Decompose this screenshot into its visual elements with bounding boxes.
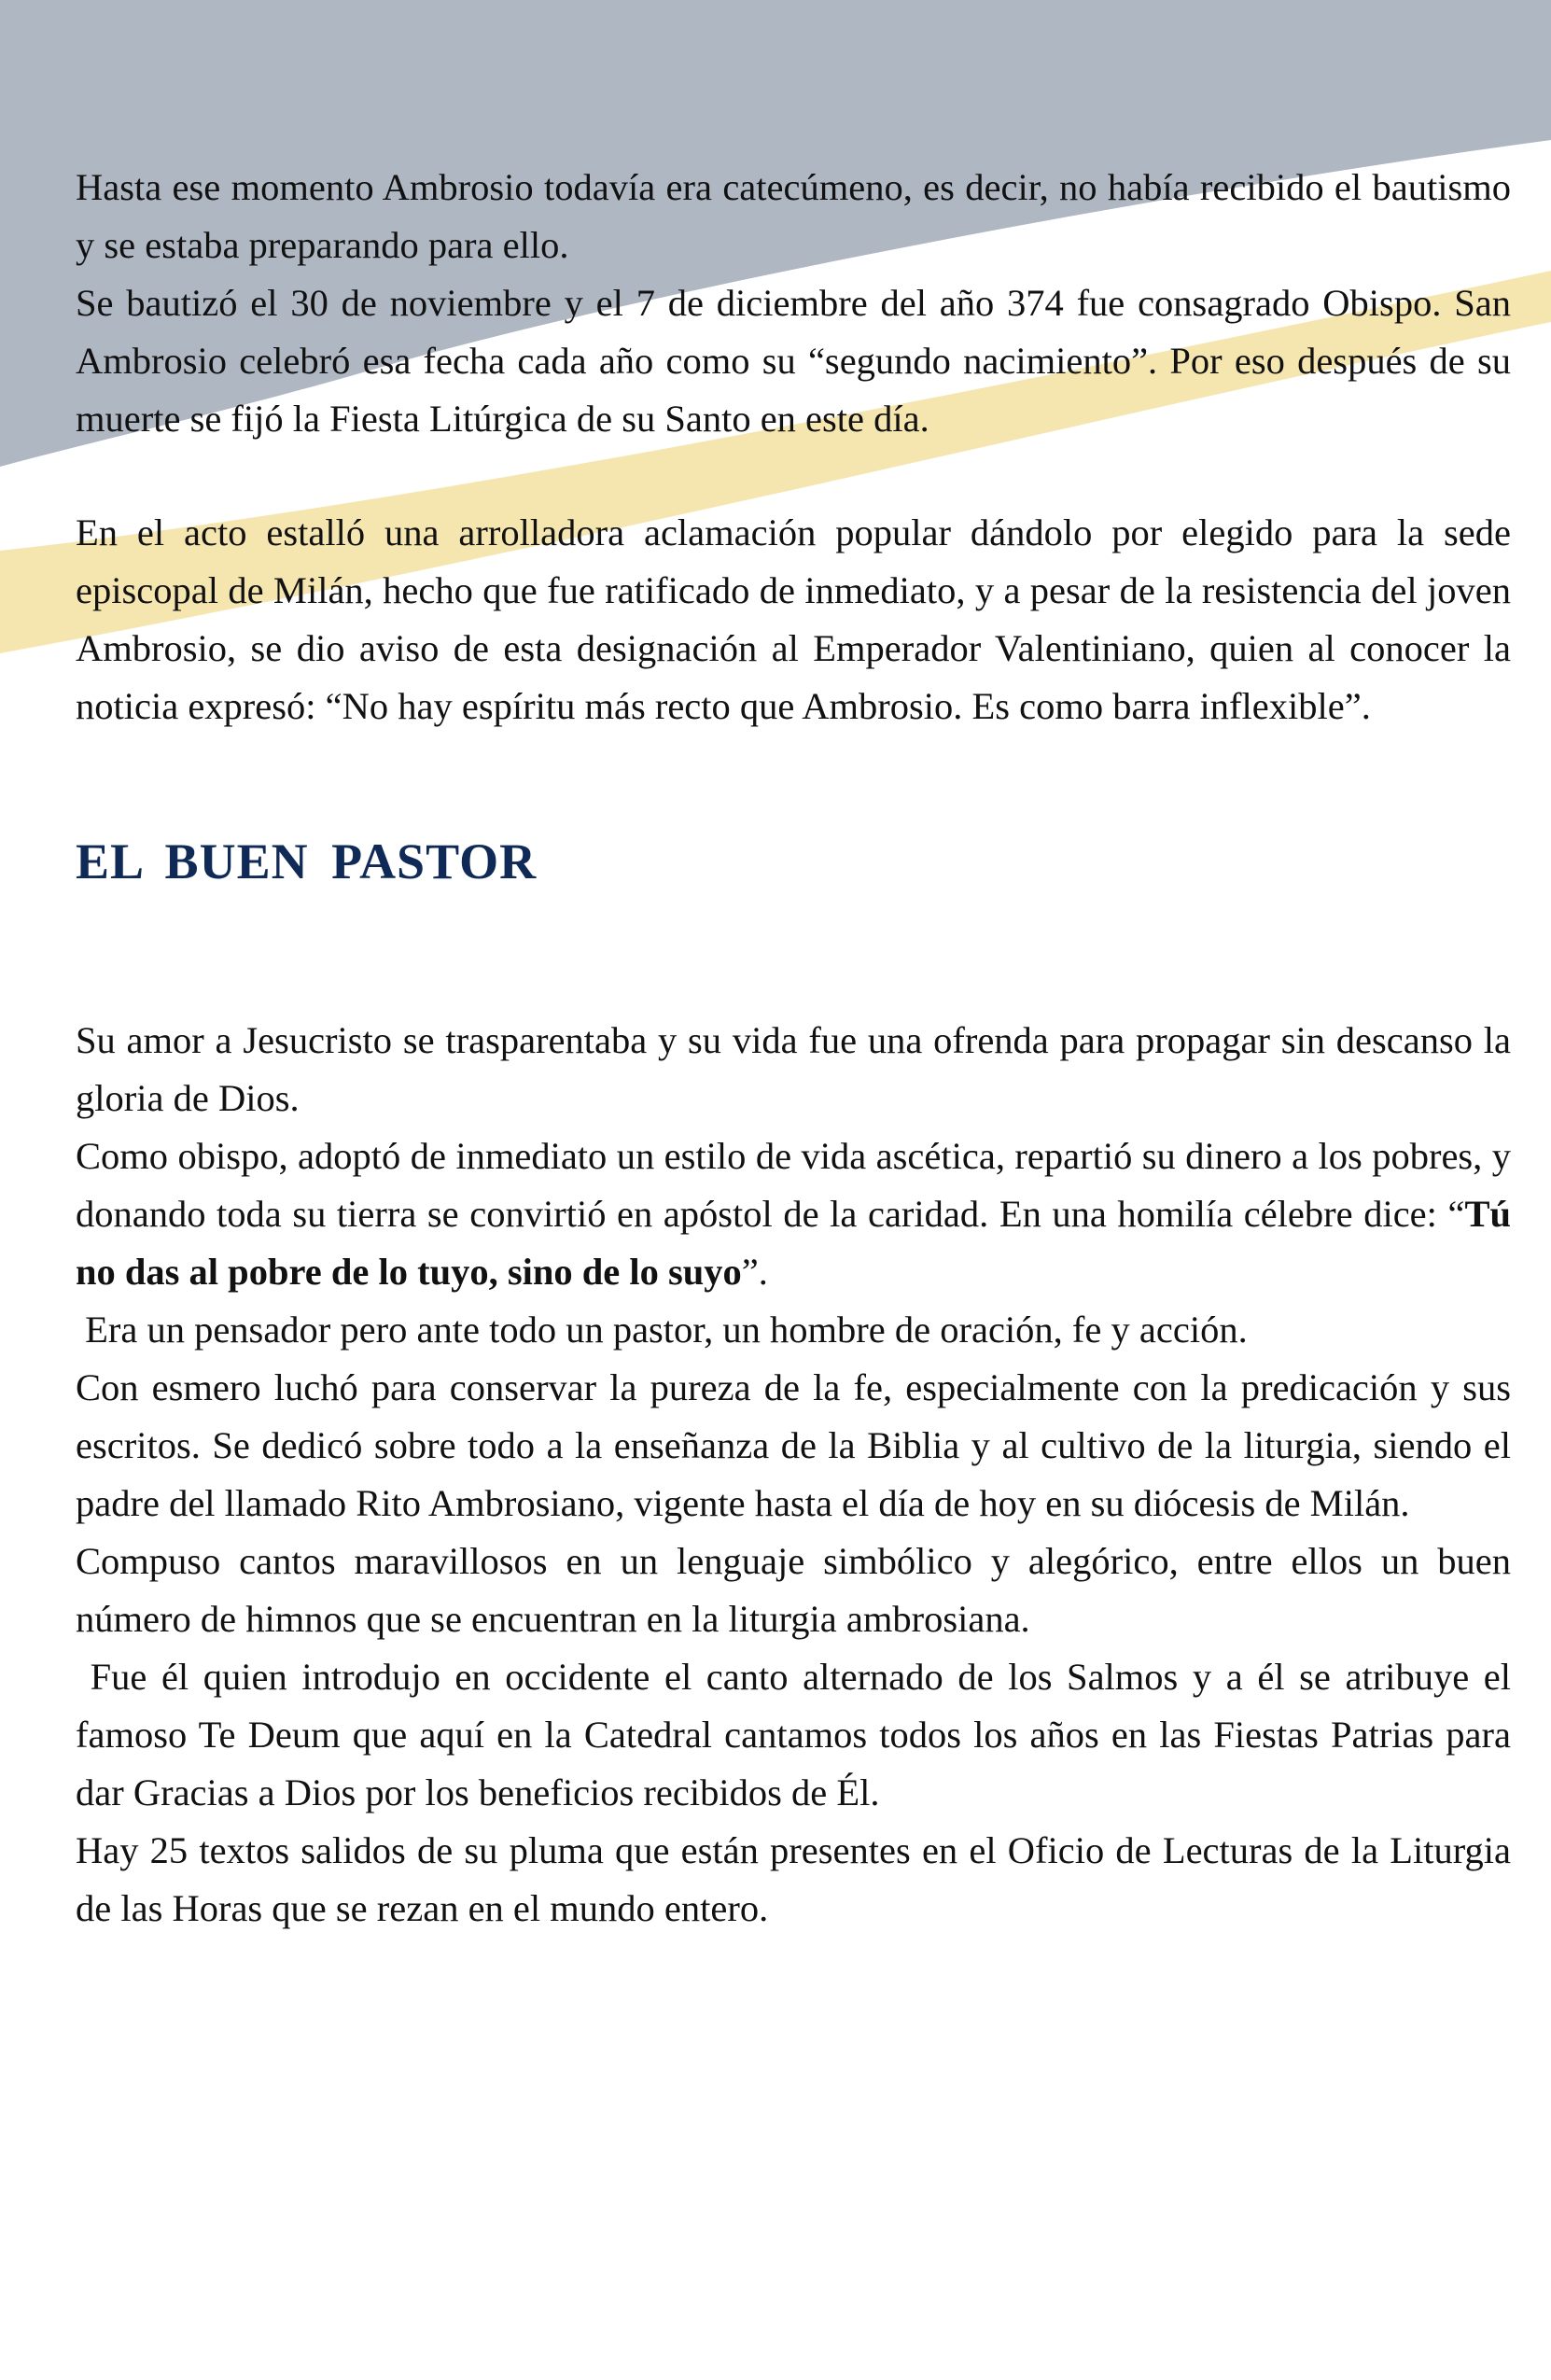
document-body	[76, 159, 1521, 1938]
paragraph-obispo	[76, 1127, 1511, 1301]
paragraph-obispo-end: ”.	[741, 1251, 768, 1293]
homily-quote: Tú no das al pobre de lo tuyo, sino de lo suyo	[76, 1193, 1511, 1293]
paragraph-pensador: Era un pensador pero ante todo un pastor, un hombre de oración, fe y acción.	[76, 1309, 1248, 1351]
paragraph-aclamacion: En el acto estalló una arrolladora aclamación popular dándolo por elegido para la sede episcopal de Milán, hecho que fue ratificado de inmediato, y a pesar de la resistencia del joven Ambrosio, se dio aviso de esta designación al Emperador Valentiniano, quien al conocer la noticia expresó: “No hay espíritu más recto que Ambrosio. Es como barra inflexible”.	[76, 511, 1511, 727]
paragraph-esmero: Con esmero luchó para conservar la pureza de la fe, especialmente con la predicación y sus escritos. Se dedicó sobre todo a la enseñanza de la Biblia y al cultivo de la liturgia, siendo el padre del llamado Rito Ambrosiano, vigente hasta el día de hoy en su diócesis de Milán.	[76, 1366, 1511, 1524]
paragraph-catecumeno: Hasta ese momento Ambrosio todavía era catecúmeno, es decir, no había recibido el bautismo y se estaba preparando para ello.	[76, 166, 1511, 266]
paragraph-bautizo: Se bautizó el 30 de noviembre y el 7 de diciembre del año 374 fue consagrado Obispo. San Ambrosio celebró esa fecha cada año como su “segundo nacimiento”. Por eso después de su muerte se fijó la Fiesta Litúrgica de su Santo en este día.	[76, 282, 1511, 440]
paragraph-salmos: Fue él quien introdujo en occidente el canto alternado de los Salmos y a él se atribuye el famoso Te Deum que aquí en la Catedral cantamos todos los años en las Fiestas Patrias para dar Gracias a Dios por los beneficios recibidos de Él.	[76, 1656, 1521, 1813]
paragraph-amor: Su amor a Jesucristo se trasparentaba y su vida fue una ofrenda para propagar sin descanso la gloria de Dios.	[76, 1019, 1511, 1119]
section-heading: EL BUEN PASTOR	[76, 833, 538, 889]
paragraph-textos: Hay 25 textos salidos de su pluma que están presentes en el Oficio de Lecturas de la Liturgia de las Horas que se rezan en el mundo entero.	[76, 1829, 1511, 1929]
paragraph-cantos: Compuso cantos maravillosos en un lenguaje simbólico y alegórico, entre ellos un buen número de himnos que se encuentran en la liturgia ambrosiana.	[76, 1540, 1511, 1640]
paragraph-obispo-text: Como obispo, adoptó de inmediato un estilo de vida ascética, repartió su dinero a los pobres, y donando toda su tierra se convirtió en apóstol de la caridad. En una homilía célebre dice: “	[76, 1135, 1511, 1235]
